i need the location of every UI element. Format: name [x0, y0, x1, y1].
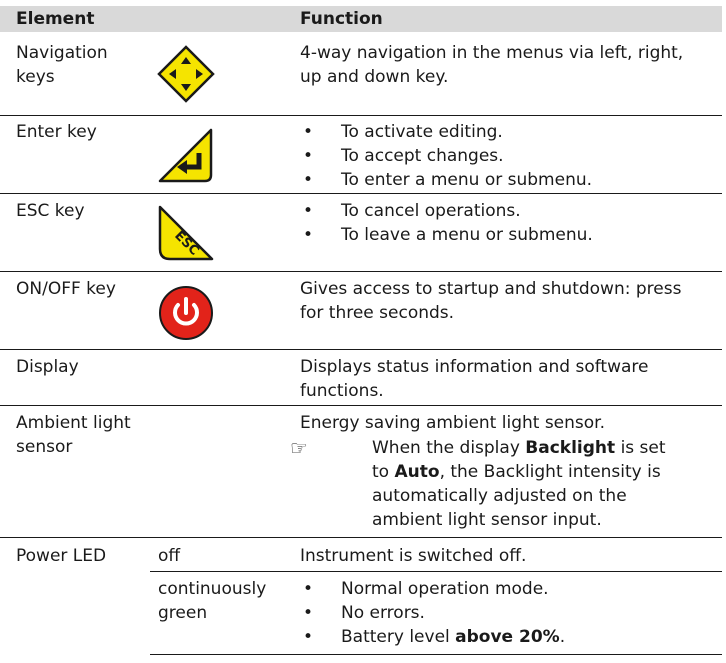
row-divider	[0, 349, 722, 350]
row-divider	[0, 405, 722, 406]
pointing-hand-icon: ☞	[290, 436, 308, 460]
esc-key-icon	[156, 205, 216, 265]
display-element: Display	[16, 357, 79, 377]
ambient-note-line3: automatically adjusted on the	[372, 486, 627, 506]
onoff-element: ON/OFF key	[16, 279, 116, 299]
row-divider	[0, 115, 722, 116]
power-led-state-off: off	[158, 546, 181, 566]
nav-function-line2: up and down key.	[300, 67, 449, 87]
power-led-function-off: Instrument is switched off.	[300, 546, 527, 566]
ambient-element-line2: sensor	[16, 437, 73, 457]
table-header	[0, 6, 722, 32]
power-led-state-green-line1: continuously	[158, 579, 267, 599]
ambient-function: Energy saving ambient light sensor.	[300, 413, 606, 433]
display-function-line1: Displays status information and software	[300, 357, 649, 377]
ambient-note-line2: to Auto, the Backlight intensity is	[372, 462, 661, 482]
nav-element-line1: Navigation	[16, 43, 108, 63]
row-divider	[0, 537, 722, 538]
display-function-line2: functions.	[300, 381, 384, 401]
enter-key-icon	[157, 127, 215, 185]
svg-text:ESC: ESC	[171, 228, 202, 259]
navigation-keys-icon	[156, 44, 216, 104]
onoff-function-line2: for three seconds.	[300, 303, 455, 323]
enter-element: Enter key	[16, 122, 97, 142]
nav-element-line2: keys	[16, 67, 55, 87]
power-led-element: Power LED	[16, 546, 107, 566]
power-led-state-green-line2: green	[158, 603, 208, 623]
ambient-note-line1: When the display Backlight is set	[372, 438, 666, 458]
ambient-element-line1: Ambient light	[16, 413, 131, 433]
header-function: Function	[300, 9, 383, 29]
nav-function-line1: 4-way navigation in the menus via left, right,	[300, 43, 684, 63]
row-divider	[150, 571, 722, 572]
header-element: Element	[16, 9, 95, 29]
row-divider	[0, 271, 722, 272]
onoff-function-line1: Gives access to startup and shutdown: press	[300, 279, 682, 299]
row-divider	[150, 654, 722, 655]
power-icon	[157, 284, 215, 342]
row-divider	[0, 193, 722, 194]
esc-element: ESC key	[16, 201, 85, 221]
ambient-note-line4: ambient light sensor input.	[372, 510, 602, 530]
